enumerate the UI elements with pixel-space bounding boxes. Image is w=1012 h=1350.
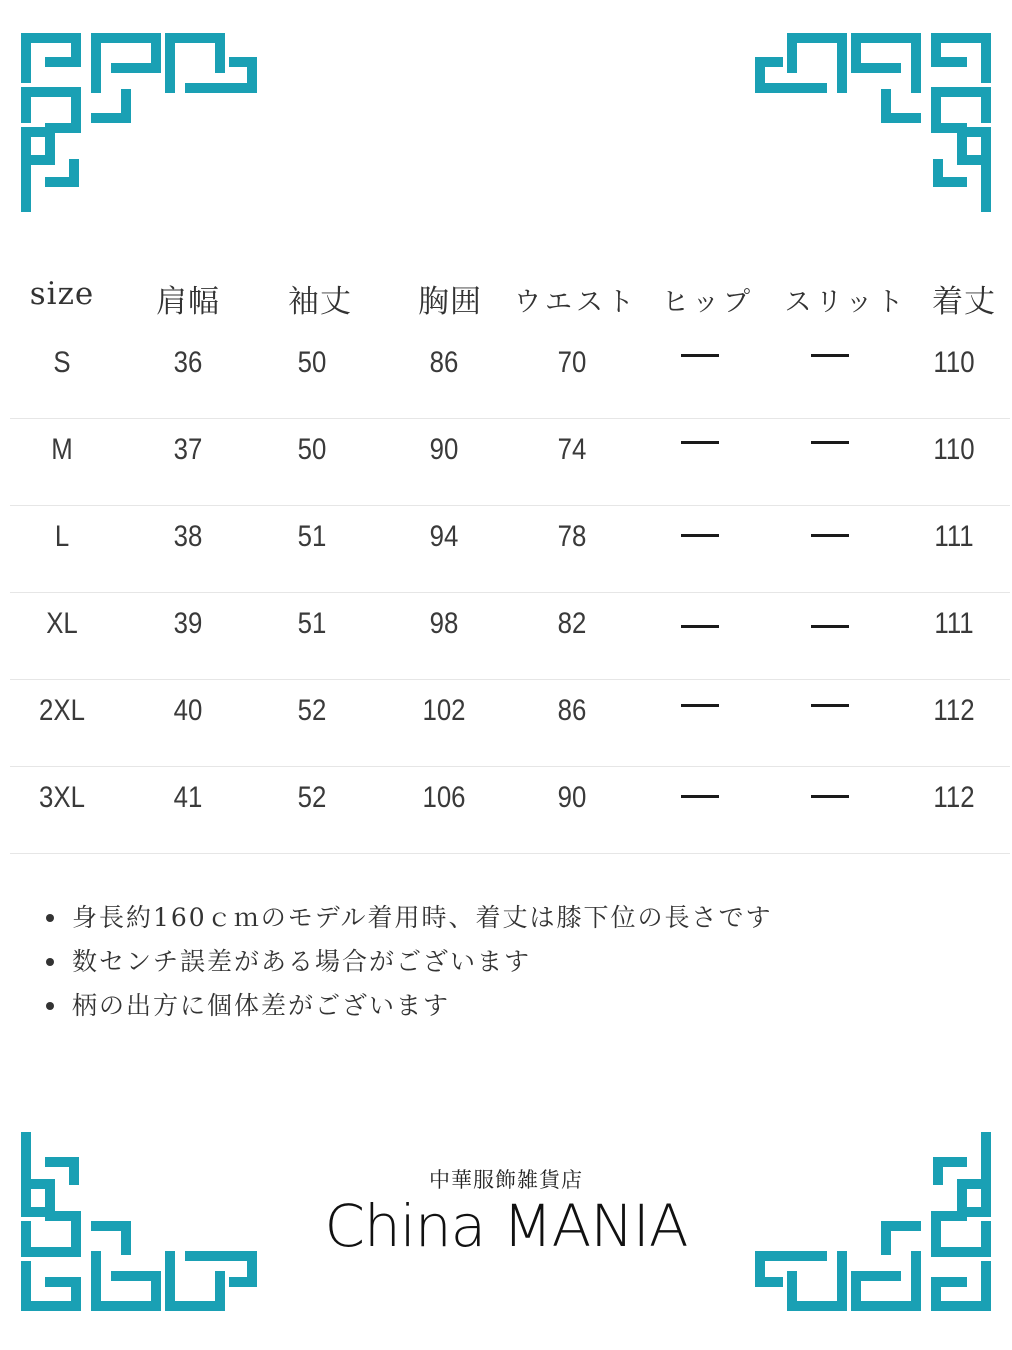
column-header: size [29,276,95,312]
shoulder-value: 40 [173,694,203,727]
waist-value: 90 [557,781,587,814]
hip-not-applicable-dash [681,795,719,798]
length-value: 112 [933,781,975,814]
waist-value: 86 [557,694,587,727]
length-value: 110 [933,346,975,379]
bullet-icon [46,958,54,966]
column-header: 着丈 [932,284,996,320]
shoulder-value: 41 [173,781,203,814]
notes-list [44,896,772,1028]
table-row [10,593,1010,680]
waist-value: 82 [557,607,587,640]
hip-not-applicable-dash [681,704,719,707]
hip-not-applicable-dash [681,534,719,537]
column-header: 胸囲 [418,284,482,320]
sleeve-value: 50 [297,433,327,466]
bust-value: 94 [429,520,459,553]
bust-value: 86 [429,346,459,379]
hip-not-applicable-dash [681,441,719,444]
waist-value: 74 [557,433,587,466]
table-row [10,767,1010,854]
length-value: 112 [933,694,975,727]
slit-not-applicable-dash [811,441,849,444]
sleeve-value: 50 [297,346,327,379]
slit-not-applicable-dash [811,534,849,537]
bullet-icon [46,914,54,922]
slit-not-applicable-dash [811,625,849,628]
shoulder-value: 36 [173,346,203,379]
table-row [10,332,1010,419]
shop-logo-text: China MANIA [324,1192,688,1260]
sleeve-value: 51 [297,520,327,553]
list-item [44,984,772,1028]
hip-not-applicable-dash [681,625,719,628]
column-header: ウエスト [514,287,638,318]
fret-pattern-corner-icon [752,32,992,212]
length-value: 110 [933,433,975,466]
shoulder-value: 37 [173,433,203,466]
table-row [10,506,1010,593]
size-label: XL [46,607,78,640]
note-text: 身長約160ｃｍのモデル着用時、着丈は膝下位の長さです [72,903,773,932]
slit-not-applicable-dash [811,795,849,798]
size-label: M [51,433,73,466]
fret-pattern-corner-icon [20,32,260,212]
column-header: 肩幅 [156,284,220,320]
bullet-icon [46,1002,54,1010]
bust-value: 106 [422,781,466,814]
size-label: 3XL [39,781,85,814]
list-item [44,896,772,940]
bust-value: 102 [422,694,466,727]
column-header: スリット [784,287,908,318]
note-text: 柄の出方に個体差がございます [72,991,451,1020]
waist-value: 78 [557,520,587,553]
size-chart-table [10,268,1010,854]
size-label: 2XL [39,694,85,727]
waist-value: 70 [557,346,587,379]
sleeve-value: 52 [297,694,327,727]
bust-value: 90 [429,433,459,466]
hip-not-applicable-dash [681,354,719,357]
table-row [10,419,1010,506]
shoulder-value: 38 [173,520,203,553]
list-item [44,940,772,984]
sleeve-value: 52 [297,781,327,814]
slit-not-applicable-dash [811,354,849,357]
size-label: S [53,346,71,379]
shop-subtitle: 中華服飾雑貨店 [429,1168,583,1192]
note-text: 数センチ誤差がある場合がございます [72,947,532,976]
length-value: 111 [934,607,974,640]
length-value: 111 [934,520,974,553]
column-header: 袖丈 [288,284,352,320]
table-header-row [10,268,1010,332]
slit-not-applicable-dash [811,704,849,707]
sleeve-value: 51 [297,607,327,640]
shoulder-value: 39 [173,607,203,640]
size-label: L [54,520,70,553]
bust-value: 98 [429,607,459,640]
table-row [10,680,1010,767]
column-header: ヒップ [661,287,755,318]
